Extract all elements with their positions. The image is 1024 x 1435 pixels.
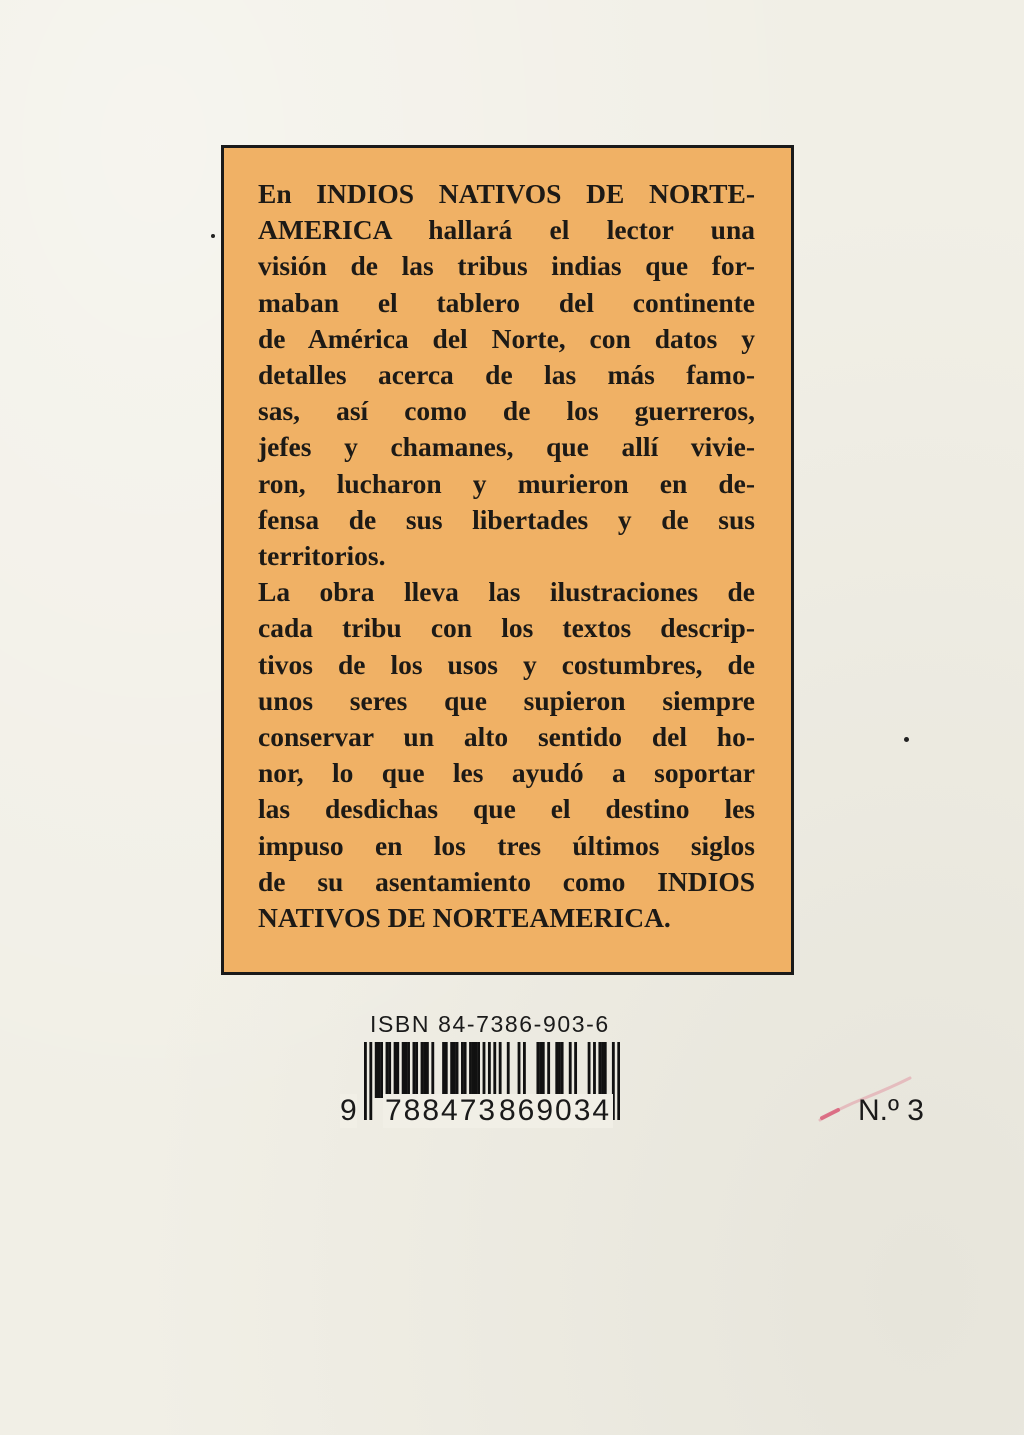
barcode-bar: [474, 1042, 477, 1098]
barcode-bar: [402, 1042, 405, 1098]
barcode-bar: [542, 1042, 545, 1098]
barcode-bar: [456, 1042, 459, 1098]
barcode-bar: [421, 1042, 424, 1098]
blurb-line: fensa de sus libertades y de sus: [258, 503, 755, 535]
barcode-bar: [507, 1042, 510, 1098]
blurb-line: visión de las tribus indias que for-: [258, 250, 755, 282]
blurb-line: de América del Norte, con datos y: [258, 322, 755, 354]
blurb-line: ron, lucharon y murieron en de-: [258, 467, 755, 499]
barcode-bar: [558, 1042, 561, 1098]
barcode-bar: [380, 1042, 383, 1098]
barcode-bar: [388, 1042, 391, 1098]
blurb-line: de su asentamiento como INDIOS: [258, 865, 755, 897]
barcode-bar: [555, 1042, 558, 1098]
barcode-bar: [426, 1042, 429, 1098]
blurb-line: territorios.: [258, 540, 386, 572]
blurb-line: impuso en los tres últimos siglos: [258, 829, 755, 861]
barcode-bar: [394, 1042, 397, 1098]
blurb-line: sas, así como de los guerreros,: [258, 395, 755, 427]
barcode-bar: [518, 1042, 521, 1098]
blurb-text: [258, 176, 755, 936]
print-speck: [904, 737, 909, 742]
barcode-bar: [423, 1042, 426, 1098]
barcode-first-digit: 9: [340, 1094, 357, 1127]
barcode-bar: [469, 1042, 472, 1098]
barcode-bar: [617, 1042, 620, 1120]
blurb-line: jefes y chamanes, que allí vivie-: [258, 431, 755, 463]
barcode-bar: [588, 1042, 591, 1098]
blurb-box: [221, 145, 794, 975]
blurb-line: unos seres que supieron siempre: [258, 684, 755, 716]
barcode-bar: [445, 1042, 448, 1098]
barcode-bar: [461, 1042, 464, 1098]
barcode-bar: [396, 1042, 399, 1098]
barcode-bar: [574, 1042, 577, 1098]
blurb-line: las desdichas que el destino les: [258, 793, 755, 825]
barcode-bar: [536, 1042, 539, 1098]
barcode-bar: [431, 1042, 434, 1098]
barcode-bar: [377, 1042, 380, 1098]
barcode-bar: [477, 1042, 480, 1098]
barcode-bar: [561, 1042, 564, 1098]
barcode-bar: [404, 1042, 407, 1098]
barcode-bar: [483, 1042, 486, 1098]
blurb-line: conservar un alto sentido del ho-: [258, 721, 755, 753]
barcode-bar: [499, 1042, 502, 1098]
barcode-bar: [407, 1042, 410, 1098]
blurb-line: AMERICA hallará el lector una: [258, 214, 755, 246]
blurb-line: maban el tablero del continente: [258, 286, 755, 318]
blurb-line: nor, lo que les ayudó a soportar: [258, 757, 755, 789]
isbn-label: ISBN 84-7386-903-6: [370, 1011, 610, 1037]
barcode-bar: [413, 1042, 416, 1098]
blurb-line: detalles acerca de las más famo-: [258, 359, 755, 391]
barcode-bar: [547, 1042, 550, 1098]
blurb-line: En INDIOS NATIVOS DE NORTE-: [258, 178, 755, 209]
barcode-bar: [442, 1042, 445, 1098]
barcode-bar: [523, 1042, 526, 1098]
blurb-line: cada tribu con los textos descrip-: [258, 612, 755, 644]
barcode-bar: [604, 1042, 607, 1098]
barcode-bar: [569, 1042, 572, 1098]
barcode-bar: [539, 1042, 542, 1098]
barcode-bar: [369, 1042, 372, 1120]
print-speck: [211, 234, 215, 238]
barcode-left-digits: 788473: [385, 1094, 498, 1127]
barcode-bar: [415, 1042, 418, 1098]
blurb-line: tivos de los usos y costumbres, de: [258, 648, 755, 680]
barcode-bar: [364, 1042, 367, 1120]
volume-number: N.º 3: [858, 1094, 924, 1127]
barcode-right-digits: 869034: [499, 1094, 612, 1127]
blurb-line: La obra lleva las ilustraciones de: [258, 576, 755, 608]
barcode-bar: [375, 1042, 378, 1098]
barcode-bar: [472, 1042, 475, 1098]
barcode-bar: [464, 1042, 467, 1098]
blurb-line: NATIVOS DE NORTEAMERICA.: [258, 902, 671, 934]
barcode-bar: [450, 1042, 453, 1098]
barcode-bar: [593, 1042, 596, 1098]
barcode-bar: [598, 1042, 601, 1098]
barcode-bar: [453, 1042, 456, 1098]
barcode-bar: [601, 1042, 604, 1098]
barcode-bar: [386, 1042, 389, 1098]
